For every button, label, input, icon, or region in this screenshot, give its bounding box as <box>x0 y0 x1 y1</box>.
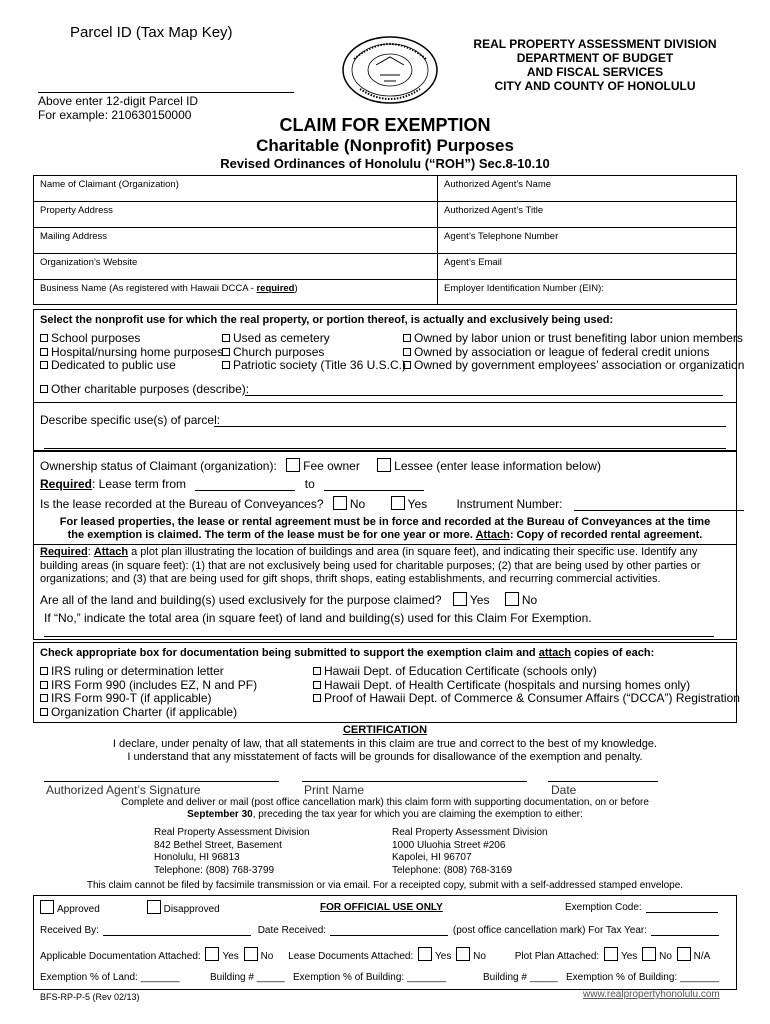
exclusive-yes-checkbox[interactable] <box>453 592 467 606</box>
disapproved-checkbox[interactable] <box>147 900 161 914</box>
use-option[interactable]: Owned by government employees’ association or organization <box>403 359 744 373</box>
signature-label: Authorized Agent’s Signature <box>46 783 201 797</box>
claimant-name-field[interactable]: Name of Claimant (Organization) <box>40 179 179 190</box>
ownership-row: Ownership status of Claimant (organization): Fee owner Lessee (enter lease information below) <box>40 459 601 473</box>
form-subtitle: Charitable (Nonprofit) Purposes <box>256 136 514 155</box>
leased-note-2: the exemption is claimed. The term of the lease must be for one year or more. Attach: Copy of recorded rental agreement. <box>67 529 703 541</box>
date-received-field[interactable] <box>330 935 448 936</box>
use-option[interactable]: Used as cemetery <box>222 332 406 346</box>
if-no-text: If “No,” indicate the total area (in square feet) of land and building(s) used for this Claim For Exemption. <box>44 611 592 625</box>
recorded-row: Is the lease recorded at the Bureau of Conveyances? No Yes Instrument Number: <box>40 496 744 511</box>
use-option[interactable]: Owned by labor union or trust benefiting labor union members <box>403 332 744 346</box>
exclusive-no-checkbox[interactable] <box>505 592 519 606</box>
use-heading: Select the nonprofit use for which the real property, or portion thereof, is actually and exclusively being used: <box>40 314 614 326</box>
agent-title-field[interactable]: Authorized Agent’s Title <box>444 205 544 216</box>
office-honolulu: Real Property Assessment Division 842 Bethel Street, Basement Honolulu, HI 96813 Telephone: (808) 768-3799 <box>154 827 310 876</box>
agency-line-2: DEPARTMENT OF BUDGET <box>516 51 674 65</box>
area-line[interactable] <box>44 636 714 637</box>
fee-owner-checkbox[interactable] <box>286 458 300 472</box>
official-use-title: FOR OFFICIAL USE ONLY <box>320 902 443 913</box>
fax-note: This claim cannot be filed by facsimile transmission or via email. For a receipted copy, submit with a self-addressed stamped envelope. <box>86 880 684 891</box>
use-option[interactable]: Owned by association or league of federal credit unions <box>403 346 744 360</box>
recorded-no-checkbox[interactable] <box>333 496 347 510</box>
approved-checkbox[interactable] <box>40 900 54 914</box>
city-seal-icon <box>340 35 440 105</box>
mailing-address-field[interactable]: Mailing Address <box>40 231 108 242</box>
describe-line-2[interactable] <box>44 448 726 449</box>
recorded-yes-checkbox[interactable] <box>391 496 405 510</box>
doc-option[interactable]: Hawaii Dept. of Health Certificate (hospitals and nursing homes only) <box>313 679 740 693</box>
exclusive-row: Are all of the land and building(s) used exclusively for the purpose claimed? Yes No <box>40 593 538 607</box>
doc-option[interactable]: IRS ruling or determination letter <box>40 665 257 679</box>
lease-term-row: Required: Lease term from to <box>40 477 424 491</box>
parcel-hint-2: For example: 210630150000 <box>38 108 192 122</box>
lessee-checkbox[interactable] <box>377 458 391 472</box>
official-row-3: Applicable Documentation Attached: Yes No Lease Documents Attached: Yes No Plot Plan Attached: Yes No N/A <box>40 947 710 962</box>
website-field[interactable]: Organization’s Website <box>40 257 138 268</box>
agency-line-1: REAL PROPERTY ASSESSMENT DIVISION <box>473 37 717 51</box>
doc-option[interactable]: Proof of Hawaii Dept. of Commerce & Consumer Affairs (“DCCA”) Registration <box>313 692 740 706</box>
agent-name-field[interactable]: Authorized Agent’s Name <box>444 179 552 190</box>
docs-heading: Check appropriate box for documentation being submitted to support the exemption claim and attach copies of each: <box>40 647 655 659</box>
received-by-field[interactable] <box>103 935 251 936</box>
use-option[interactable]: Dedicated to public use <box>40 359 223 373</box>
describe-label: Describe specific use(s) of parcel: <box>40 413 221 427</box>
office-kapolei: Real Property Assessment Division 1000 Uluohia Street #206 Kapolei, HI 96707 Telephone: (808) 768-3169 <box>392 827 548 876</box>
lease-doc-no-checkbox[interactable] <box>456 947 470 961</box>
app-doc-no-checkbox[interactable] <box>244 947 258 961</box>
building-number-1[interactable]: Building # _____ <box>210 972 285 983</box>
deliver-line-2: September 30, preceding the tax year for which you are claiming the exemption to either: <box>187 809 583 820</box>
print-name-field[interactable] <box>302 781 527 782</box>
instrument-number-field[interactable] <box>574 510 744 511</box>
form-title: CLAIM FOR EXEMPTION <box>279 115 491 135</box>
agent-phone-field[interactable]: Agent’s Telephone Number <box>444 231 559 242</box>
website-link[interactable]: www.realpropertyhonolulu.com <box>583 989 720 1000</box>
docs-col-2 <box>313 665 740 706</box>
agent-email-field[interactable]: Agent’s Email <box>444 257 502 268</box>
official-row-1: Approved Disapproved <box>40 900 730 915</box>
parcel-id-field[interactable] <box>38 92 294 93</box>
deliver-line-1: Complete and deliver or mail (post office cancellation mark) this claim form with supporting documentation, on or before <box>121 797 649 808</box>
leased-note-1: For leased properties, the lease or rental agreement must be in force and recorded at the Bureau of Conveyances at the time <box>59 516 711 528</box>
plot-plan-text: Required: Attach a plot plan illustrating the location of buildings and area (in square feet), and indicating their specific use. Identify any building areas (in square feet): (1) that are not exclusively being used for charitable purposes; (2) that are being used by other parties or organizations; and (3) that are being used for gift shops, thrift shops, eating establishments, and recurring commercial activities. <box>40 546 701 585</box>
describe-line-1[interactable] <box>214 426 726 427</box>
business-name-field[interactable]: Business Name (As registered with Hawaii DCCA - required) <box>40 283 298 294</box>
property-address-field[interactable]: Property Address <box>40 205 113 216</box>
lease-doc-yes-checkbox[interactable] <box>418 947 432 961</box>
use-option[interactable]: Patriotic society (Title 36 U.S.C.) <box>222 359 406 373</box>
use-col-3 <box>403 332 744 373</box>
date-label: Date <box>551 783 577 797</box>
exemption-land[interactable]: Exemption % of Land: _______ <box>40 972 180 983</box>
date-field[interactable] <box>548 781 658 782</box>
use-option[interactable]: Church purposes <box>222 346 406 360</box>
agency-line-3: AND FISCAL SERVICES <box>526 65 664 79</box>
use-col-1 <box>40 332 223 373</box>
exemption-building-2[interactable]: Exemption % of Building: _______ <box>566 972 719 983</box>
ein-field[interactable]: Employer Identification Number (EIN): <box>444 283 604 294</box>
doc-option[interactable]: Hawaii Dept. of Education Certificate (schools only) <box>313 665 740 679</box>
doc-option[interactable]: IRS Form 990-T (if applicable) <box>40 692 257 706</box>
other-purpose-option[interactable]: Other charitable purposes (describe): <box>40 382 249 396</box>
parcel-hint-1: Above enter 12-digit Parcel ID <box>38 94 199 108</box>
use-col-2 <box>222 332 406 373</box>
use-option[interactable]: Hospital/nursing home purposes <box>40 346 223 360</box>
tax-year-field[interactable] <box>651 935 719 936</box>
lease-end-field[interactable] <box>324 490 424 491</box>
cert-line-1: I declare, under penalty of law, that all statements in this claim are true and correct to the best of my knowledge. <box>112 738 658 750</box>
exemption-code-field[interactable] <box>646 912 718 913</box>
cert-line-2: I understand that any misstatement of facts will be grounds for disallowance of the exemption and penalty. <box>127 751 643 763</box>
official-row-2: Received By: Date Received: (post office cancellation mark) For Tax Year: <box>40 925 719 936</box>
docs-col-1 <box>40 665 257 719</box>
other-purpose-line[interactable] <box>245 395 723 396</box>
ordinance: Revised Ordinances of Honolulu (“ROH”) Sec.8-10.10 <box>220 156 550 171</box>
print-name-label: Print Name <box>304 783 365 797</box>
cert-heading: CERTIFICATION <box>342 724 428 736</box>
signature-field[interactable] <box>44 781 279 782</box>
plot-yes-checkbox[interactable] <box>604 947 618 961</box>
lease-start-field[interactable] <box>195 490 295 491</box>
parcel-id-label: Parcel ID (Tax Map Key) <box>70 24 233 41</box>
plot-na-checkbox[interactable] <box>677 947 691 961</box>
app-doc-yes-checkbox[interactable] <box>205 947 219 961</box>
use-option[interactable]: School purposes <box>40 332 223 346</box>
building-number-2[interactable]: Building # _____ <box>483 972 558 983</box>
exemption-building-1[interactable]: Exemption % of Building: _______ <box>293 972 446 983</box>
doc-option[interactable]: IRS Form 990 (includes EZ, N and PF) <box>40 679 257 693</box>
plot-no-checkbox[interactable] <box>642 947 656 961</box>
exemption-code-row: Exemption Code: <box>565 902 718 913</box>
agency-line-4: CITY AND COUNTY OF HONOLULU <box>494 79 696 93</box>
form-id: BFS-RP-P-5 (Rev 02/13) <box>40 992 140 1002</box>
doc-option[interactable]: Organization Charter (if applicable) <box>40 706 257 720</box>
